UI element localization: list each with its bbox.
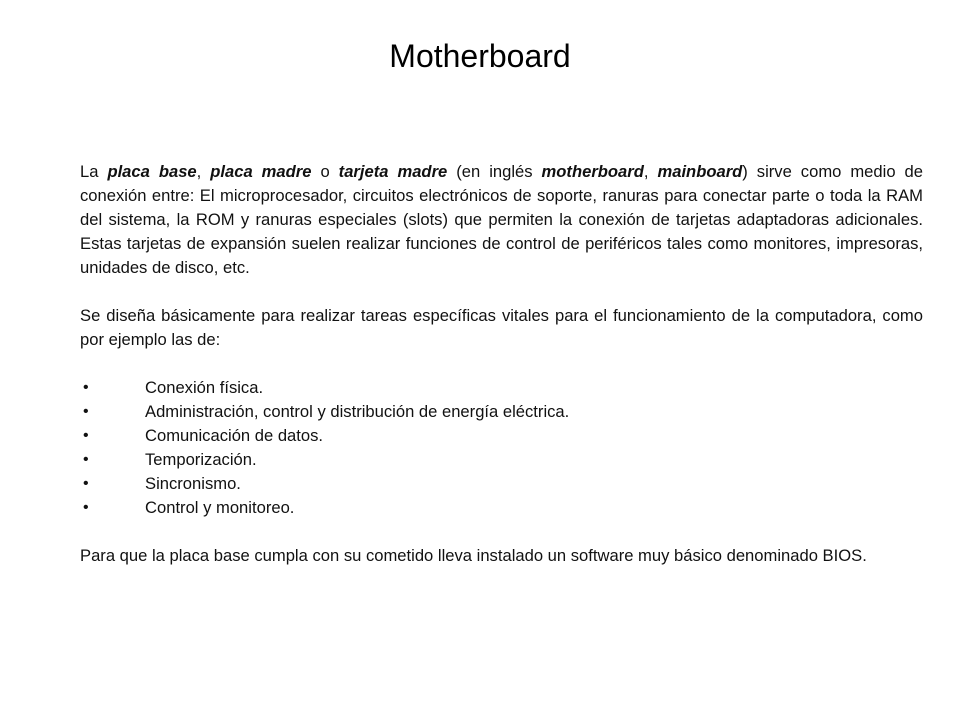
tasks-paragraph: Se diseña básicamente para realizar tareas específicas vitales para el funcionamiento de la computadora, como por ejemplo las de: (80, 306, 923, 349)
list-item (80, 424, 923, 448)
list-item (80, 448, 923, 472)
list-item-text: Administración, control y distribución de energía eléctrica. (145, 402, 570, 421)
term-placa-madre: placa madre (210, 162, 312, 181)
tasks-list (80, 376, 923, 520)
document-body (80, 160, 923, 592)
list-item-text: Control y monitoreo. (145, 498, 295, 517)
term-mainboard: mainboard (657, 162, 743, 181)
list-item-text: Sincronismo. (145, 474, 241, 493)
intro-text-6: ) sirve como medio de conexión entre: El microprocesador, circuitos electrónicos de soporte, ranuras para conectar parte o toda la RAM del sistema, la ROM y ranuras especiales (slots) que permiten la conexión de tarjetas adaptadoras adicionales. Estas tarjetas de expansión suelen realizar funciones de control de periféricos tales como monitores, impresoras, unidades de disco, etc. (80, 162, 923, 277)
intro-text-4: (en inglés (447, 162, 542, 181)
intro-text-5: , (643, 162, 658, 181)
intro-text-2: , (196, 162, 211, 181)
term-motherboard: motherboard (541, 162, 644, 181)
list-item-text: Temporización. (145, 450, 257, 469)
bullet-icon: • (83, 451, 89, 468)
bullet-icon: • (83, 475, 89, 492)
list-item (80, 376, 923, 400)
intro-text-3: o (311, 162, 339, 181)
intro-text-1: La (80, 162, 108, 181)
bullet-icon: • (83, 499, 89, 516)
bullet-icon: • (83, 379, 89, 396)
list-item (80, 496, 923, 520)
term-tarjeta-madre: tarjeta madre (338, 162, 448, 181)
list-item-text: Comunicación de datos. (145, 426, 324, 445)
bullet-icon: • (83, 427, 89, 444)
list-item (80, 400, 923, 424)
bios-paragraph: Para que la placa base cumpla con su cometido lleva instalado un software muy básico denominado BIOS. (80, 546, 867, 565)
slide-title: Motherboard (389, 38, 571, 74)
list-item (80, 472, 923, 496)
bullet-icon: • (83, 403, 89, 420)
term-placa-base: placa base (107, 162, 197, 181)
intro-paragraph (80, 160, 923, 280)
list-item-text: Conexión física. (145, 378, 264, 397)
